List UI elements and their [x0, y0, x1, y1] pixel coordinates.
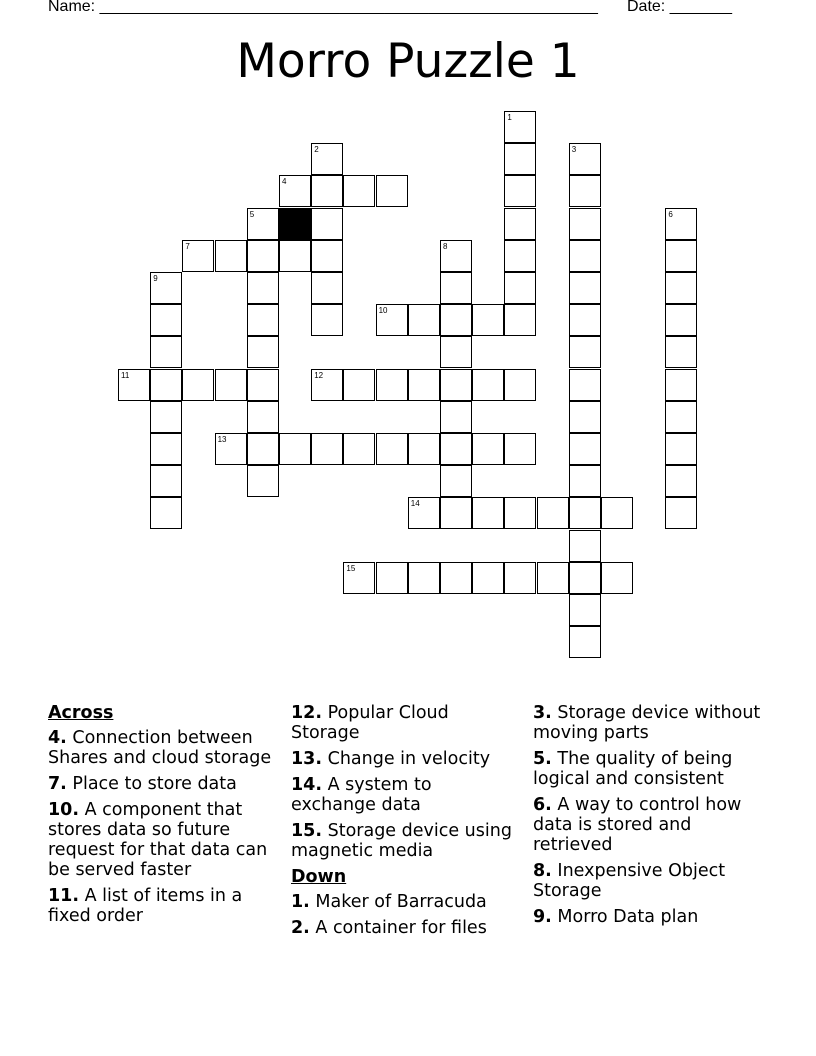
clue-across-11: 11. A list of items in a fixed order	[48, 886, 243, 926]
cell-number: 12	[314, 370, 324, 380]
cell-number: 4	[282, 177, 287, 187]
down-heading: Down	[291, 867, 347, 887]
across-heading: Across	[48, 703, 114, 723]
clue-down-8: 8. Inexpensive Object Storage	[533, 861, 726, 901]
clue-across-4: 4. Connection between Shares and cloud storage	[48, 728, 272, 768]
clue-across-14: 14. A system to exchange data	[291, 775, 432, 815]
clue-down-1: 1. Maker of Barracuda	[291, 892, 487, 912]
cell-number: 13	[217, 435, 227, 444]
clue-down-6: 6. A way to control how data is stored and retrieved	[533, 795, 742, 855]
cell-number: 3	[571, 145, 577, 155]
clue-across-13: 13. Change in velocity	[291, 749, 491, 769]
cell-number: 5	[249, 209, 255, 219]
cell-number: 10	[378, 306, 388, 316]
clue-across-12: 12. Popular Cloud Storage	[291, 703, 449, 743]
cell-number: 15	[346, 563, 356, 573]
cell-number: 9	[153, 274, 158, 283]
clue-down-9: 9. Morro Data plan	[533, 907, 699, 927]
name-field-label: Name: ________________________________________________________	[48, 0, 598, 15]
clue-column-3	[533, 703, 773, 933]
clue-down-5: 5. The quality of being logical and consistent	[533, 749, 733, 789]
clue-column-1	[48, 703, 273, 932]
clue-across-15: 15. Storage device using magnetic media	[291, 821, 512, 861]
date-field-label: Date: _______	[627, 0, 732, 15]
cell-number: 7	[185, 241, 190, 251]
cell-number: 2	[314, 145, 319, 155]
cell-number: 11	[121, 370, 130, 380]
cell-number: 6	[668, 209, 673, 219]
clue-across-7: 7. Place to store data	[48, 774, 237, 794]
cell-number: 14	[410, 499, 420, 509]
puzzle-title: Morro Puzzle 1	[236, 34, 580, 89]
cell-number: 1	[507, 113, 512, 122]
clue-down-2: 2. A container for files	[291, 918, 487, 938]
clue-column-2	[291, 703, 516, 944]
clue-down-3: 3. Storage device without moving parts	[533, 703, 761, 743]
clue-across-10: 10. A component that stores data so future request for that data can be served faster	[48, 800, 268, 880]
cell-number: 8	[443, 241, 448, 251]
